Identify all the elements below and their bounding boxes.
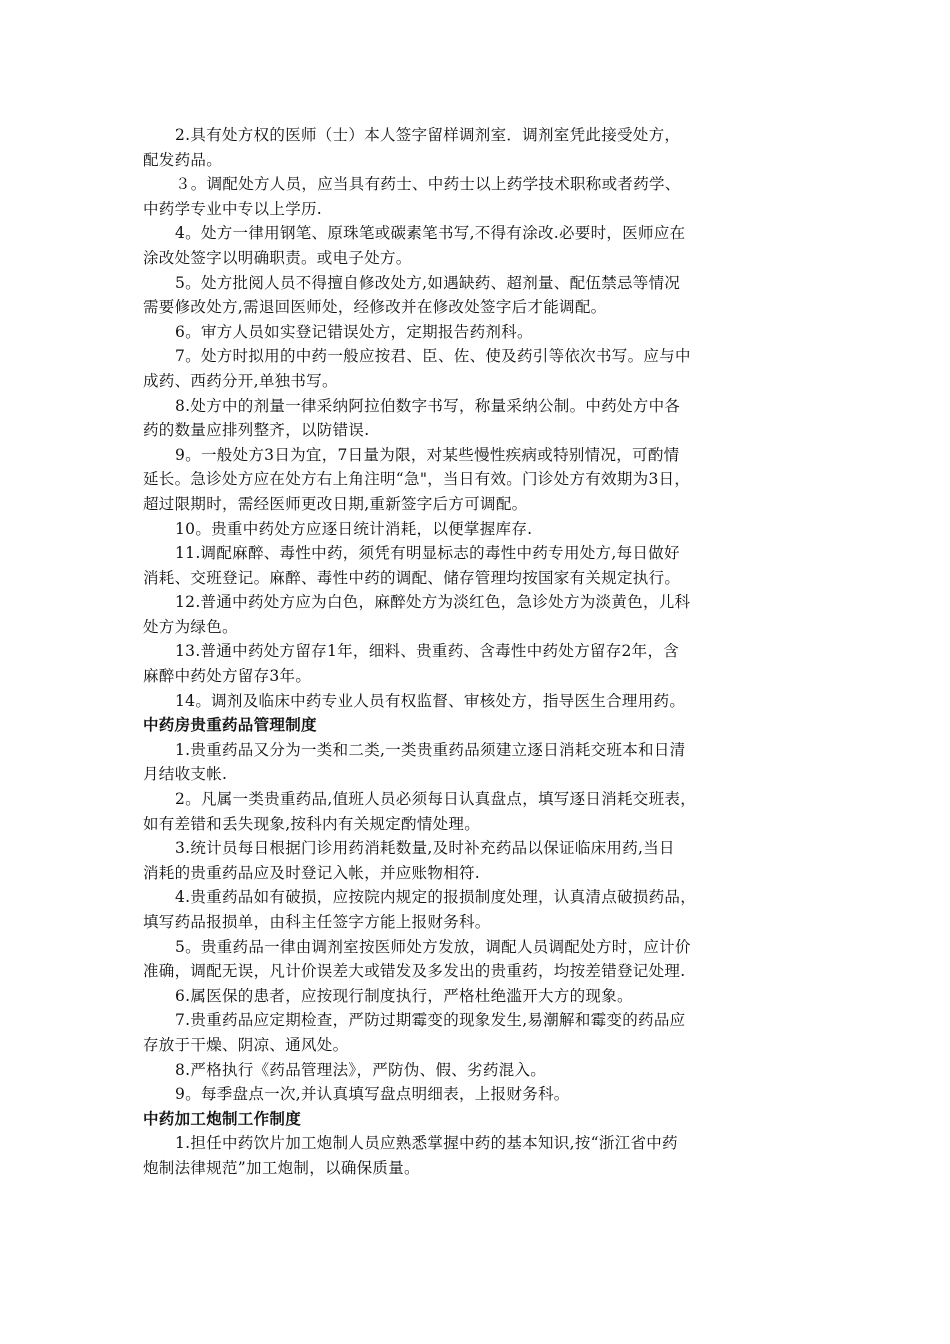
paragraph-line: 准确，调配无误，凡计价误差大或错发及多发出的贵重药，均按差错登记处理.	[143, 962, 686, 981]
paragraph-line: 13.普通中药处方留存1年，细料、贵重药、含毒性中药处方留存2年，含	[175, 642, 680, 661]
paragraph	[143, 221, 815, 270]
paragraph	[143, 787, 815, 836]
section-processing-rules	[143, 1131, 815, 1180]
paragraph-line: 药的数量应排列整齐，以防错误.	[143, 421, 370, 440]
paragraph-line: ３。调配处方人员，应当具有药士、中药士以上药学技术职称或者药学、	[175, 175, 681, 194]
paragraph-line: 4.贵重药品如有破损，应按院内规定的报损制度处理，认真清点破损药品，	[175, 888, 696, 907]
paragraph-line: 10。贵重中药处方应逐日统计消耗，以便掌握库存.	[175, 519, 533, 538]
paragraph-line: 7.贵重药品应定期检查，严防过期霉变的现象发生,易潮解和霉变的药品应	[175, 1011, 686, 1030]
paragraph	[143, 344, 815, 393]
paragraph-line: 消耗、交班登记。麻醉、毒性中药的调配、储存管理均按国家有关规定执行。	[143, 568, 681, 587]
paragraph-line: 8.严格执行《药品管理法》，严防伪、假、劣药混入。	[175, 1060, 547, 1079]
paragraph	[143, 1008, 815, 1057]
paragraph-line: 11.调配麻醉、毒性中药，须凭有明显标志的毒性中药专用处方,每日做好	[175, 544, 680, 563]
paragraph-line: 月结收支帐.	[143, 765, 228, 784]
paragraph	[143, 984, 815, 1009]
paragraph-line: 4。处方一律用钢笔、原珠笔或碳素笔书写,不得有涂改.必要时，医师应在	[175, 224, 686, 243]
paragraph	[143, 320, 815, 345]
section-prescription-rules	[143, 123, 815, 713]
paragraph	[143, 123, 815, 172]
paragraph-line: 填写药品报损单，由科主任签字方能上报财务科。	[143, 913, 491, 931]
paragraph-line: 中药学专业中专以上学历.	[143, 199, 323, 218]
paragraph-line: 7。处方时拟用的中药一般应按君、臣、佐、使及药引等依次书写。应与中	[175, 347, 691, 366]
paragraph-line: 5。处方批阅人员不得擅自修改处方,如遇缺药、超剂量、配伍禁忌等情况	[175, 273, 681, 292]
paragraph	[143, 590, 815, 639]
paragraph	[143, 836, 815, 885]
paragraph	[143, 394, 815, 443]
paragraph-line: 2。凡属一类贵重药品,值班人员必须每日认真盘点，填写逐日消耗交班表，	[175, 790, 696, 809]
paragraph	[143, 935, 815, 984]
paragraph-line: 5。贵重药品一律由调剂室按医师处方发放，调配人员调配处方时，应计价	[175, 937, 691, 956]
paragraph	[143, 443, 815, 517]
paragraph-line: 3.统计员每日根据门诊用药消耗数量,及时补充药品以保证临床用药,当日	[175, 839, 675, 858]
paragraph-line: 延长。急诊处方应在处方右上角注明“急"，当日有效。门诊处方有效期为3日，	[143, 470, 691, 489]
section-precious-drugs-rules	[143, 738, 815, 1107]
paragraph-line: 涂改处签字以明确职责。或电子处方。	[143, 248, 412, 267]
paragraph	[143, 738, 815, 787]
paragraph-line: 配发药品。	[143, 150, 223, 169]
paragraph	[143, 885, 815, 934]
paragraph-line: 消耗的贵重药品应及时登记入帐，并应账物相符.	[143, 863, 481, 882]
paragraph-line: 2.具有处方权的医师（士）本人签字留样调剂室．调剂室凭此接受处方，	[175, 126, 681, 144]
paragraph-line: 处方为绿色。	[143, 617, 238, 636]
paragraph-line: 炮制法律规范”加工炮制，以确保质量。	[143, 1158, 420, 1177]
document-body	[143, 123, 815, 1181]
paragraph	[143, 271, 815, 320]
paragraph-line: 1.贵重药品又分为一类和二类,一类贵重药品须建立逐日消耗交班本和日清	[175, 740, 686, 759]
paragraph-line: 12.普通中药处方应为白色，麻醉处方为淡红色，急诊处方为淡黄色，儿科	[175, 593, 691, 612]
paragraph-line: 9。一般处方3日为宜，7日量为限，对某些慢性疾病或特别情况，可酌情	[175, 445, 680, 464]
paragraph-line: 8.处方中的剂量一律采纳阿拉伯数字书写，称量采纳公制。中药处方中各	[175, 396, 681, 415]
paragraph-line: 需要修改处方,需退回医师处，经修改并在修改处签字后才能调配。	[143, 298, 607, 317]
paragraph	[143, 689, 815, 714]
paragraph	[143, 517, 815, 542]
paragraph	[143, 1131, 815, 1180]
paragraph-line: 14。调剂及临床中药专业人员有权监督、审核处方，指导医生合理用药。	[175, 691, 686, 710]
paragraph-line: 麻醉中药处方留存3年。	[143, 667, 312, 686]
paragraph-line: 9。每季盘点一次,并认真填写盘点明细表，上报财务科。	[175, 1085, 570, 1104]
paragraph	[143, 1082, 815, 1107]
paragraph	[143, 1058, 815, 1083]
section-heading: 中药加工炮制工作制度	[143, 1109, 302, 1128]
paragraph-line: 存放于干燥、阴凉、通风处。	[143, 1035, 349, 1054]
paragraph-line: 1.担任中药饮片加工炮制人员应熟悉掌握中药的基本知识,按“浙江省中药	[175, 1134, 678, 1153]
section-heading: 中药房贵重药品管理制度	[143, 716, 317, 735]
paragraph-line: 成药、西药分开,单独书写。	[143, 371, 338, 390]
paragraph	[143, 541, 815, 590]
paragraph-line: 如有差错和丢失现象,按科内有关规定酌情处理。	[143, 814, 481, 833]
paragraph-line: 6。审方人员如实登记错误处方，定期报告药剂科。	[175, 322, 533, 341]
paragraph	[143, 172, 815, 221]
paragraph	[143, 639, 815, 688]
paragraph-line: 6.属医保的患者，应按现行制度执行，严格杜绝滥开大方的现象。	[175, 986, 633, 1005]
paragraph-line: 超过限期时，需经医师更改日期,重新签字后方可调配。	[143, 494, 528, 513]
